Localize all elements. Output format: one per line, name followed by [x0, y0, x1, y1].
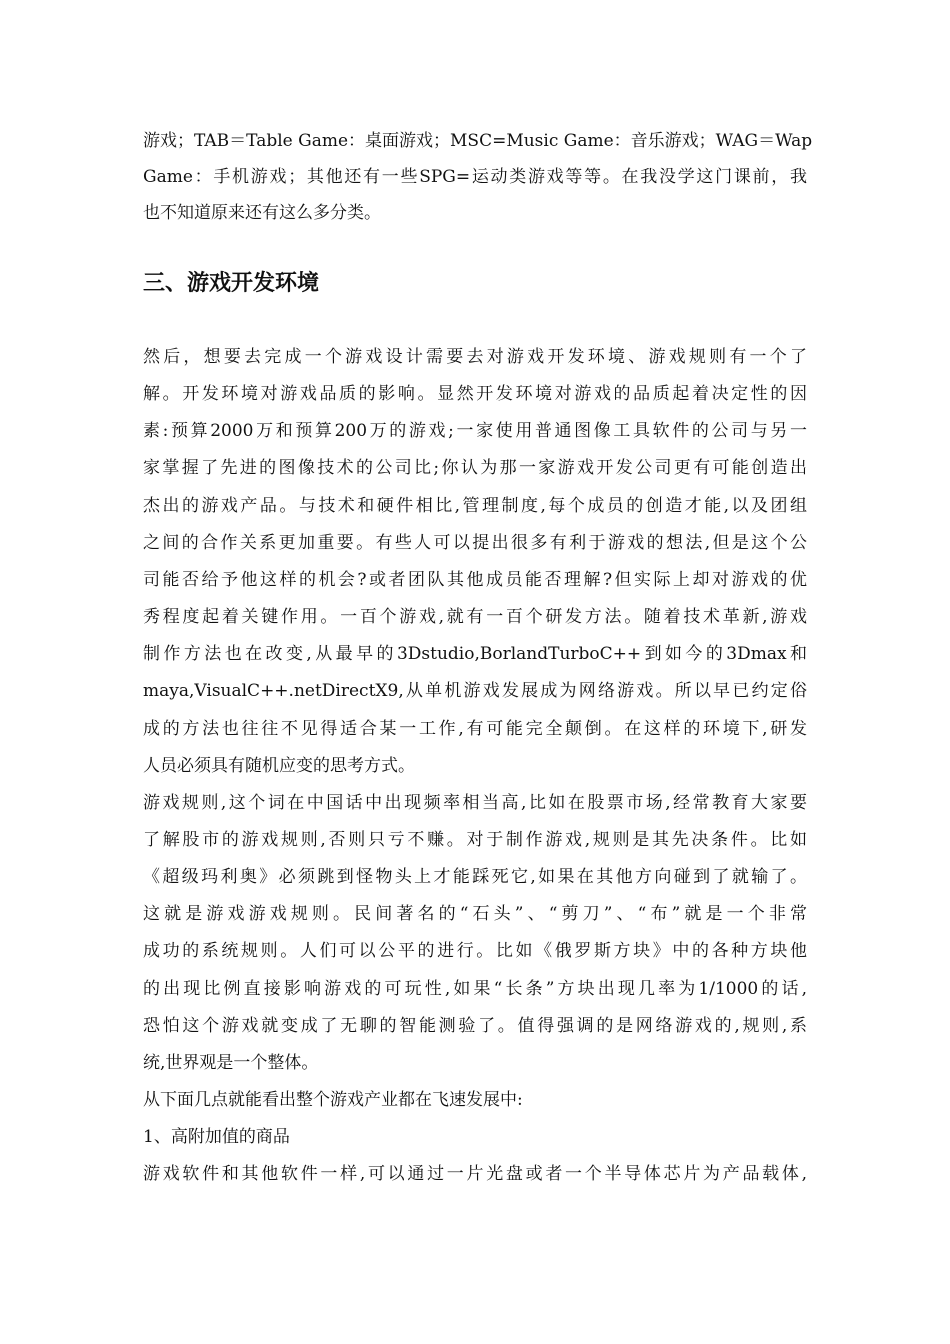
text-line: 《超级玛利奥》必须跳到怪物头上才能踩死它,如果在其他方向碰到了就输了。	[143, 867, 807, 887]
text-line: 然后，想要去完成一个游戏设计需要去对游戏开发环境、游戏规则有一个了	[143, 347, 807, 367]
text-line: 秀程度起着关键作用。一百个游戏,就有一百个研发方法。随着技术革新,游戏	[143, 607, 807, 627]
text-line: 的出现比例直接影响游戏的可玩性,如果“长条”方块出现几率为1/1000的话,	[143, 979, 807, 999]
section-heading: 三、游戏开发环境	[143, 271, 320, 296]
text-line: 恐怕这个游戏就变成了无聊的智能测验了。值得强调的是网络游戏的,规则,系	[143, 1016, 807, 1036]
text-line: 游戏；TAB＝Table Game：桌面游戏；MSC=Music Game：音乐游戏；WAG＝Wap	[143, 131, 813, 151]
text-line: maya,VisualC++.netDirectX9,从单机游戏发展成为网络游戏。所以早已约定俗	[143, 681, 807, 701]
text-line: 也不知道原来还有这么多分类。	[143, 203, 381, 223]
text-line: Game：手机游戏；其他还有一些SPG=运动类游戏等等。在我没学这门课前，我	[143, 167, 807, 187]
text-line: 游戏软件和其他软件一样,可以通过一片光盘或者一个半导体芯片为产品载体,	[143, 1164, 807, 1184]
text-line: 成功的系统规则。人们可以公平的进行。比如《俄罗斯方块》中的各种方块他	[143, 941, 807, 961]
text-line: 司能否给予他这样的机会?或者团队其他成员能否理解?但实际上却对游戏的优	[143, 570, 807, 590]
text-line: 制作方法也在改变,从最早的3Dstudio,BorlandTurboC++到如今的3Dmax和	[143, 644, 807, 664]
text-line: 统,世界观是一个整体。	[143, 1053, 319, 1073]
text-line: 了解股市的游戏规则,否则只亏不赚。对于制作游戏,规则是其先决条件。比如	[143, 830, 807, 850]
text-line: 1、高附加值的商品	[143, 1127, 290, 1147]
text-line: 从下面几点就能看出整个游戏产业都在飞速发展中:	[143, 1090, 523, 1110]
text-line: 之间的合作关系更加重要。有些人可以提出很多有利于游戏的想法,但是这个公	[143, 533, 807, 553]
text-line: 游戏规则,这个词在中国话中出现频率相当高,比如在股票市场,经常教育大家要	[143, 793, 807, 813]
text-line: 这就是游戏游戏规则。民间著名的“石头”、“剪刀”、“布”就是一个非常	[143, 904, 807, 924]
text-line: 人员必须具有随机应变的思考方式。	[143, 756, 415, 776]
text-line: 解。开发环境对游戏品质的影响。显然开发环境对游戏的品质起着决定性的因	[143, 384, 807, 404]
text-line: 成的方法也往往不见得适合某一工作,有可能完全颠倒。在这样的环境下,研发	[143, 719, 807, 739]
text-line: 杰出的游戏产品。与技术和硬件相比,管理制度,每个成员的创造才能,以及团组	[143, 496, 807, 516]
text-line: 素:预算2000万和预算200万的游戏;一家使用普通图像工具软件的公司与另一	[143, 421, 807, 441]
text-line: 家掌握了先进的图像技术的公司比;你认为那一家游戏开发公司更有可能创造出	[143, 458, 807, 478]
